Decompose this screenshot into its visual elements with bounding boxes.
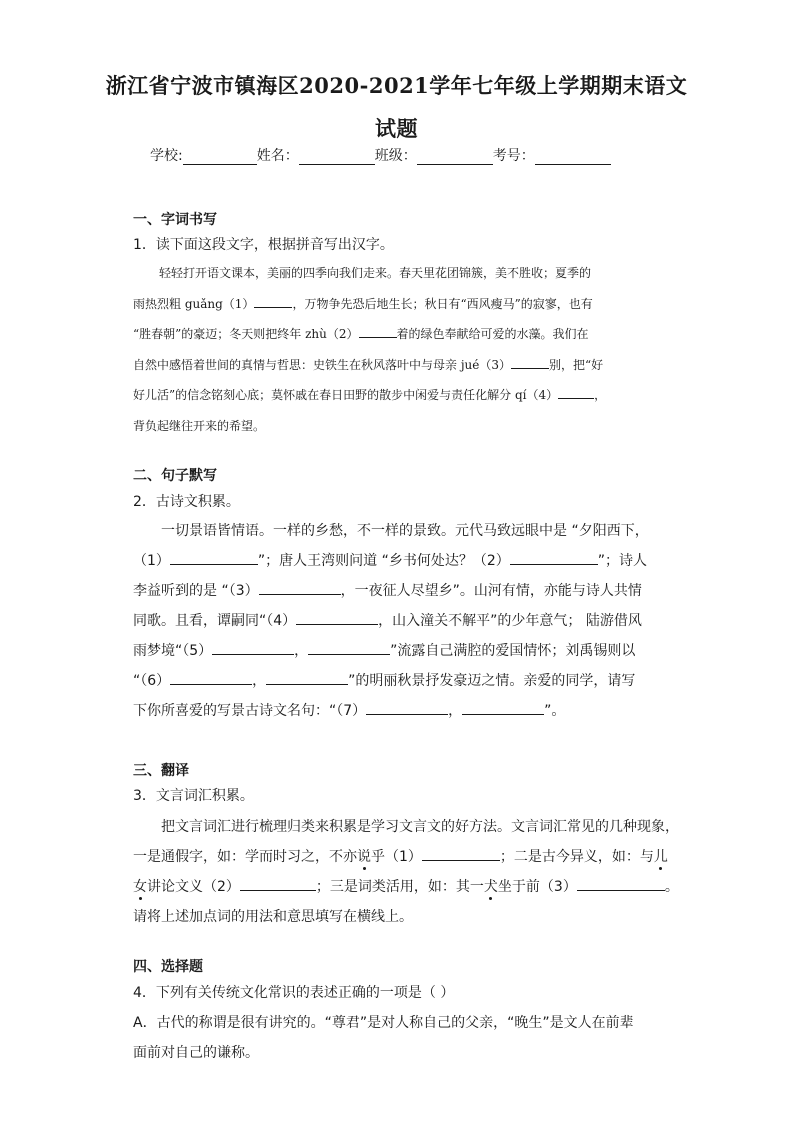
passage-text: 讲论文义（2） [147, 879, 240, 895]
passage-line: 轻轻打开语文课本，美丽的四季向我们走来。春天里花团锦簇，美不胜收；夏季的 [159, 266, 592, 280]
passage-text: ， [594, 388, 607, 402]
passage-text: 雨梦境“（5） [133, 643, 213, 659]
answer-blank-2[interactable] [359, 323, 397, 338]
passage-text: ”流露自己满腔的爱国情怀；刘禹锡则以 [390, 643, 636, 659]
question-2-passage [133, 516, 663, 726]
dotted-word: 说 [357, 849, 371, 865]
answer-blank-5b[interactable] [308, 640, 390, 655]
school-blank[interactable] [183, 148, 257, 165]
option-line: 面前对自己的谦称。 [133, 1045, 259, 1061]
passage-text: 李益听到的是 “（3） [133, 583, 259, 599]
passage-line: 一切景语皆情语。一样的乡愁，不一样的景致。元代马致远眼中是 “夕阳西下， [161, 523, 649, 539]
answer-blank-2[interactable] [510, 550, 598, 565]
passage-line [133, 872, 679, 902]
student-info-row [150, 145, 710, 165]
answer-blank-3[interactable] [577, 876, 665, 891]
passage-line [133, 576, 663, 606]
answer-blank-1[interactable] [254, 293, 292, 308]
passage-text: ， [252, 673, 267, 689]
passage-text: “（6） [133, 673, 171, 689]
answer-blank-6a[interactable] [170, 670, 252, 685]
answer-blank-7a[interactable] [366, 700, 448, 715]
name-blank[interactable] [299, 148, 375, 165]
passage-line [133, 380, 663, 411]
passage-line: 把文言词汇进行梳理归类来积累是学习文言文的好方法。文言词汇常见的几种现象， [161, 819, 679, 835]
passage-line [133, 546, 663, 576]
passage-text: ，万物争先恐后地生长；秋日有“西风瘦马”的寂寥，也有 [292, 296, 593, 311]
name-label: 姓名： [256, 148, 299, 164]
passage-text: 着的绿色奉献给可爱的水藻。我们在 [396, 327, 589, 341]
section-heading-4: 四、选择题 [133, 959, 203, 975]
section-heading-1: 一、字词书写 [133, 212, 217, 228]
passage-line [133, 350, 663, 381]
passage-text: 一是通假字，如：学而时习之，不亦 [133, 849, 357, 865]
passage-line [133, 666, 663, 696]
passage-line: 请将上述加点词的用法和意思填写在横线上。 [133, 909, 413, 925]
passage-text: ”的明丽秋景抒发豪迈之情。亲爱的同学，请写 [348, 673, 636, 689]
passage-text: 别，把“好 [549, 357, 604, 372]
passage-line [133, 842, 668, 872]
passage-text: 同歌。且看，谭嗣同“（4） [133, 613, 297, 629]
passage-text: ”；诗人 [597, 553, 648, 569]
passage-text: （1） [133, 553, 170, 569]
answer-blank-6b[interactable] [266, 670, 348, 685]
passage-line [133, 696, 663, 726]
passage-text: 自然中感悟着世间的真情与哲思：史铁生在秋风落叶中与母亲 jué（3） [133, 357, 512, 372]
passage-text: 雨热烈粗 guǎng（1） [133, 296, 255, 311]
passage-text: ；三是词类活用，如：其一 [315, 879, 484, 895]
section-heading-3: 三、翻译 [133, 763, 189, 779]
passage-line [133, 319, 663, 350]
answer-blank-1[interactable] [422, 846, 500, 861]
question-2-prompt: 2．古诗文积累。 [133, 494, 240, 510]
passage-text: 乎（1） [371, 849, 422, 865]
section-heading-2: 二、句子默写 [133, 468, 217, 484]
passage-line [133, 606, 663, 636]
school-label: 学校: [150, 148, 183, 164]
dotted-word: 儿 [653, 849, 668, 865]
answer-blank-2[interactable] [240, 876, 316, 891]
passage-line [133, 636, 663, 666]
passage-text: 好儿活”的信念铭刻心底；莫怀戚在春日田野的散步中闲爱与责任化解分 qí（4） [133, 388, 559, 402]
passage-text: ”；唐人王湾则问道 “乡书何处达？（2） [257, 553, 510, 569]
passage-text: “胜春朝”的豪迈；冬天则把终年 zhù（2） [133, 327, 359, 341]
question-4-option-a[interactable] [133, 1008, 663, 1068]
answer-blank-1[interactable] [170, 550, 258, 565]
id-blank[interactable] [535, 148, 611, 165]
class-label: 班级： [374, 148, 417, 164]
answer-blank-3[interactable] [511, 354, 549, 369]
passage-text: ，山入潼关不解平”的少年意气； 陆游借风 [378, 613, 642, 629]
passage-text: ；二是古今异义，如：与 [499, 849, 654, 865]
page-title: 浙江省宁波市镇海区2020-2021学年七年级上学期期末语文 [105, 73, 688, 98]
dotted-word: 女 [133, 879, 147, 895]
passage-text: ， [294, 643, 309, 659]
answer-blank-7b[interactable] [462, 700, 544, 715]
passage-line: 背负起继往开来的希望。 [133, 418, 266, 433]
question-3-passage [133, 812, 679, 932]
passage-text: 坐于前（3） [497, 879, 577, 895]
question-3-prompt: 3．文言词汇积累。 [133, 788, 254, 804]
answer-blank-4[interactable] [558, 384, 594, 399]
question-4-prompt: 4．下列有关传统文化常识的表述正确的一项是（ ） [133, 985, 455, 1001]
passage-text: ， [448, 703, 463, 719]
passage-text: 。 [664, 879, 679, 895]
passage-line [133, 289, 663, 320]
passage-text: ”。 [544, 703, 566, 719]
option-line: A．古代的称谓是很有讲究的。“尊君”是对人称自己的父亲，“晚生”是文人在前辈 [133, 1015, 634, 1031]
class-blank[interactable] [417, 148, 493, 165]
passage-text: 下你所喜爱的写景古诗文名句：“（7） [133, 703, 367, 719]
answer-blank-5a[interactable] [212, 640, 294, 655]
answer-blank-3[interactable] [259, 580, 341, 595]
question-1-passage [133, 258, 663, 441]
id-label: 考号： [492, 148, 535, 164]
page-title-continued: 试题 [375, 116, 418, 141]
dotted-word: 犬 [483, 879, 498, 895]
answer-blank-4[interactable] [296, 610, 378, 625]
question-1-prompt: 1．读下面这段文字，根据拼音写出汉字。 [133, 237, 394, 253]
passage-text: ，一夜征人尽望乡”。山河有情，亦能与诗人共情 [340, 583, 642, 599]
